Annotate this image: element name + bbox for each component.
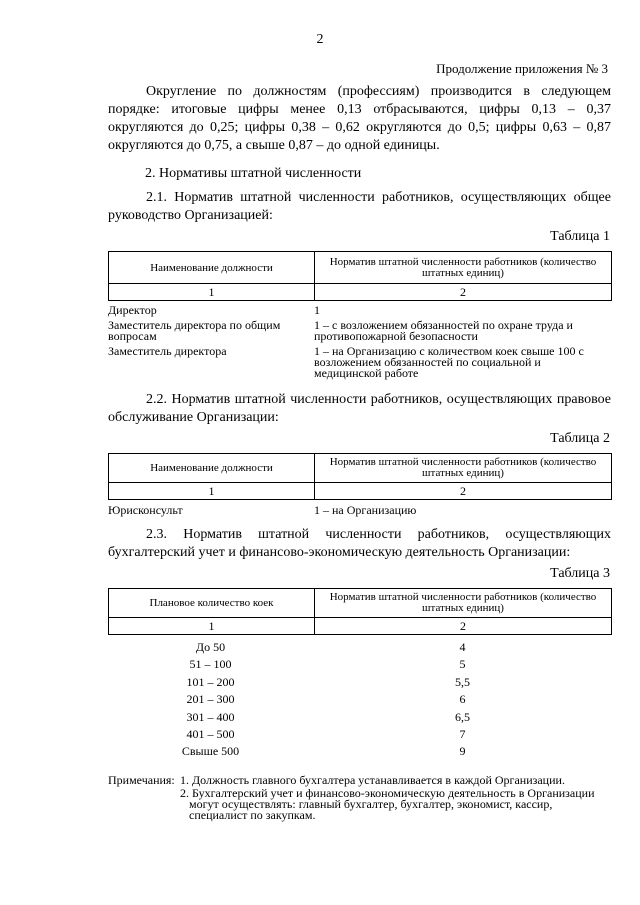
notes	[108, 775, 612, 825]
intro-paragraph: Округление по должностям (профессиям) производится в следующем порядке: итоговые цифры менее 0,13 отбрасываются, цифры 0,13 – 0,37 округляются до 0,25; цифры 0,38 – 0,62 округляются до 0,5; цифры 0,63 – 0,87 округляются до 0,75, а свыше 0,87 – до одной единицы.	[108, 84, 611, 153]
subsection-2-3: 2.3. Норматив штатной численности работников, осуществляющих бухгалтерский учет и финансово-экономическую деятельность Организации:	[108, 527, 611, 560]
beds-cell: 51 – 100	[189, 657, 232, 671]
table-2-header	[108, 453, 612, 500]
table-2-num-1: 1	[109, 483, 315, 500]
table-1-body	[108, 305, 612, 383]
norm-cell: 9	[459, 744, 466, 758]
continuation-label: Продолжение приложения № 3	[436, 61, 608, 76]
table-2-body	[108, 505, 612, 520]
position-cell: Юрисконсульт	[108, 503, 183, 517]
table-1-caption: Таблица 1	[550, 229, 610, 244]
table-1-num-2: 2	[315, 284, 612, 301]
note-item: 1. Должность главного бухгалтера устанавливается в каждой Организации.	[180, 773, 565, 787]
norm-cell: 1 – с возложением обязанностей по охране труда и противопожарной безопасности	[314, 318, 573, 343]
norm-cell: 5,5	[455, 675, 470, 689]
table-3-num-2: 2	[315, 618, 612, 635]
table-2-caption: Таблица 2	[550, 431, 610, 446]
table-3-caption: Таблица 3	[550, 566, 610, 581]
position-cell: Заместитель директора	[108, 344, 227, 358]
table-1-col1-header: Наименование должности	[109, 252, 315, 284]
position-cell: Заместитель директора по общим вопросам	[108, 318, 281, 343]
norm-cell: 6	[459, 692, 466, 706]
table-2-col2-header: Норматив штатной численности работников (количество штатных единиц)	[315, 454, 612, 483]
page-number: 2	[316, 32, 324, 47]
table-3-num-1: 1	[109, 618, 315, 635]
norm-cell: 1	[314, 303, 320, 317]
beds-cell: 401 – 500	[186, 727, 235, 741]
norm-cell: 7	[459, 727, 466, 741]
position-cell: Директор	[108, 303, 157, 317]
table-1-col2-header: Норматив штатной численности работников (количество штатных единиц)	[315, 252, 612, 284]
subsection-2-1: 2.1. Норматив штатной численности работников, осуществляющих общее руководство Организацией:	[108, 190, 611, 223]
table-row	[108, 320, 612, 342]
table-3-col2-header: Норматив штатной численности работников (количество штатных единиц)	[315, 589, 612, 618]
beds-cell: 201 – 300	[186, 692, 235, 706]
norm-cell: 1 – на Организацию с количеством коек свыше 100 с возложением обязанностей по социальной и медицинской работе	[314, 344, 584, 380]
table-2-col1-header: Наименование должности	[109, 454, 315, 483]
table-1-header	[108, 251, 612, 301]
note-item: 2. Бухгалтерский учет и финансово-экономическую деятельность в Организации могут осуществлять: главный бухгалтер, бухгалтер, экономист, кассир, специалист по закупкам.	[180, 786, 595, 822]
table-3-header	[108, 588, 612, 635]
beds-cell: Свыше 500	[181, 744, 240, 758]
notes-label: Примечания:	[108, 773, 175, 787]
norm-cell: 4	[459, 640, 466, 654]
beds-cell: 101 – 200	[186, 675, 235, 689]
table-1-num-1: 1	[109, 284, 315, 301]
section-heading: 2. Нормативы штатной численности	[145, 166, 362, 181]
beds-cell: До 50	[195, 640, 226, 654]
table-2-num-2: 2	[315, 483, 612, 500]
norm-cell: 1 – на Организацию	[314, 503, 417, 517]
table-row	[108, 505, 612, 516]
norm-cell: 6,5	[455, 710, 470, 724]
beds-cell: 301 – 400	[186, 710, 235, 724]
subsection-2-2: 2.2. Норматив штатной численности работников, осуществляющих правовое обслуживание Организации:	[108, 392, 611, 425]
norm-cell: 5	[459, 657, 466, 671]
table-row	[108, 305, 612, 316]
table-3-col1-header: Плановое количество коек	[109, 589, 315, 618]
table-row	[108, 346, 612, 379]
